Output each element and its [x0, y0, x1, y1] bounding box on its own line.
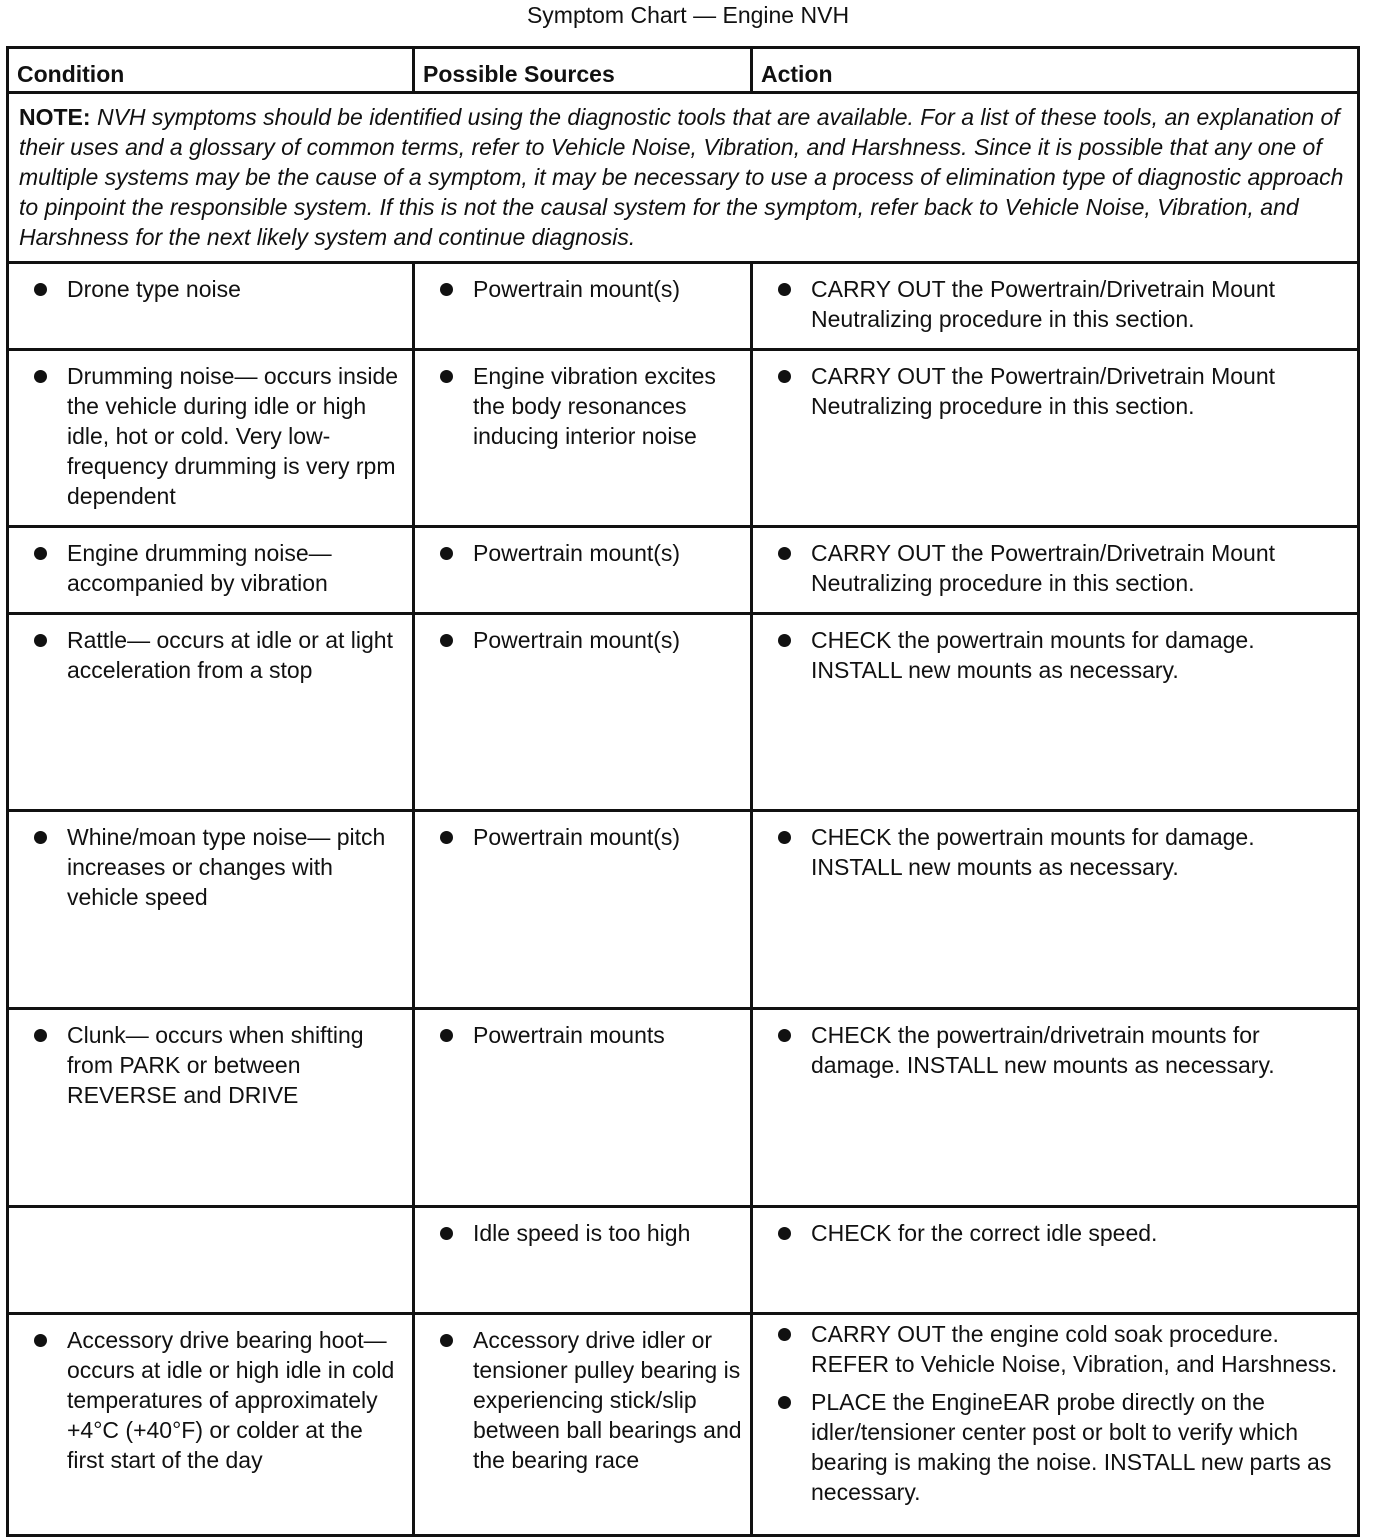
condition-cell [8, 350, 414, 527]
action-item: CHECK the powertrain mounts for damage. INSTALL new mounts as necessary. [761, 625, 1349, 685]
table-row [8, 614, 1359, 811]
header-condition: Condition [8, 48, 414, 93]
action-cell [752, 350, 1359, 527]
note-cell [8, 93, 1359, 263]
action-cell [752, 1009, 1359, 1207]
table-row [8, 1314, 1359, 1536]
source-item: Powertrain mount(s) [423, 625, 742, 655]
source-item: Powertrain mount(s) [423, 538, 742, 568]
action-cell [752, 1207, 1359, 1314]
source-item: Powertrain mount(s) [423, 822, 742, 852]
condition-item: Rattle— occurs at idle or at light acceleration from a stop [17, 625, 404, 685]
condition-cell [8, 614, 414, 811]
table-row [8, 1207, 1359, 1314]
symptom-chart-table [6, 46, 1360, 1537]
condition-cell [8, 263, 414, 350]
condition-cell [8, 1009, 414, 1207]
action-item: CHECK the powertrain/drivetrain mounts for damage. INSTALL new mounts as necessary. [761, 1020, 1349, 1080]
source-cell [414, 263, 752, 350]
source-cell [414, 1314, 752, 1536]
table-row [8, 811, 1359, 1009]
condition-item: Drone type noise [17, 274, 404, 304]
condition-item: Engine drumming noise— accompanied by vibration [17, 538, 404, 598]
source-cell [414, 350, 752, 527]
source-item: Powertrain mount(s) [423, 274, 742, 304]
condition-cell [8, 527, 414, 614]
page-title: Symptom Chart — Engine NVH [526, 2, 850, 28]
condition-item: Accessory drive bearing hoot— occurs at idle or high idle in cold temperatures of approximately +4°C (+40°F) or colder at the first start of the day [17, 1325, 404, 1475]
action-item: PLACE the EngineEAR probe directly on the idler/tensioner center post or bolt to verify which bearing is making the noise. INSTALL new parts as necessary. [761, 1387, 1349, 1507]
source-item: Idle speed is too high [423, 1218, 742, 1248]
source-item: Engine vibration excites the body resonances inducing interior noise [423, 361, 742, 451]
source-item: Accessory drive idler or tensioner pulley bearing is experiencing stick/slip between ball bearings and the bearing race [423, 1325, 742, 1475]
note-row [8, 93, 1359, 263]
action-item: CARRY OUT the engine cold soak procedure. REFER to Vehicle Noise, Vibration, and Harshness. [761, 1319, 1349, 1379]
source-cell [414, 614, 752, 811]
action-item: CHECK for the correct idle speed. [761, 1218, 1349, 1248]
header-row [8, 48, 1359, 93]
header-action: Action [752, 48, 1359, 93]
header-possible-sources: Possible Sources [414, 48, 752, 93]
source-item: Powertrain mounts [423, 1020, 742, 1050]
source-cell [414, 811, 752, 1009]
action-cell [752, 811, 1359, 1009]
action-item: CHECK the powertrain mounts for damage. INSTALL new mounts as necessary. [761, 822, 1349, 882]
table-row [8, 350, 1359, 527]
table-row [8, 1009, 1359, 1207]
condition-cell [8, 1314, 414, 1536]
action-cell [752, 1314, 1359, 1536]
condition-cell-empty [8, 1207, 414, 1314]
note-label: NOTE: [19, 104, 91, 130]
action-item: CARRY OUT the Powertrain/Drivetrain Mount Neutralizing procedure in this section. [761, 361, 1349, 421]
action-item: CARRY OUT the Powertrain/Drivetrain Mount Neutralizing procedure in this section. [761, 274, 1349, 334]
note-text: NVH symptoms should be identified using the diagnostic tools that are available. For a list of these tools, an explanation of their uses and a glossary of common terms, refer to Vehicle Noise, Vibration, and Harshness. Since it is possible that any one of multiple systems may be the cause of a symptom, it may be necessary to use a process of elimination type of diagnostic approach to pinpoint the responsible system. If this is not the causal system for the symptom, refer back to Vehicle Noise, Vibration, and Harshness for the next likely system and continue diagnosis. [19, 104, 1344, 250]
table-row [8, 263, 1359, 350]
condition-item: Whine/moan type noise— pitch increases or changes with vehicle speed [17, 822, 404, 912]
action-cell [752, 614, 1359, 811]
table-row [8, 527, 1359, 614]
condition-item: Clunk— occurs when shifting from PARK or between REVERSE and DRIVE [17, 1020, 404, 1110]
condition-cell [8, 811, 414, 1009]
condition-item: Drumming noise— occurs inside the vehicle during idle or high idle, hot or cold. Very low-frequency drumming is very rpm dependent [17, 361, 404, 511]
action-cell [752, 263, 1359, 350]
action-cell [752, 527, 1359, 614]
source-cell [414, 527, 752, 614]
source-cell [414, 1009, 752, 1207]
source-cell [414, 1207, 752, 1314]
action-item: CARRY OUT the Powertrain/Drivetrain Mount Neutralizing procedure in this section. [761, 538, 1349, 598]
